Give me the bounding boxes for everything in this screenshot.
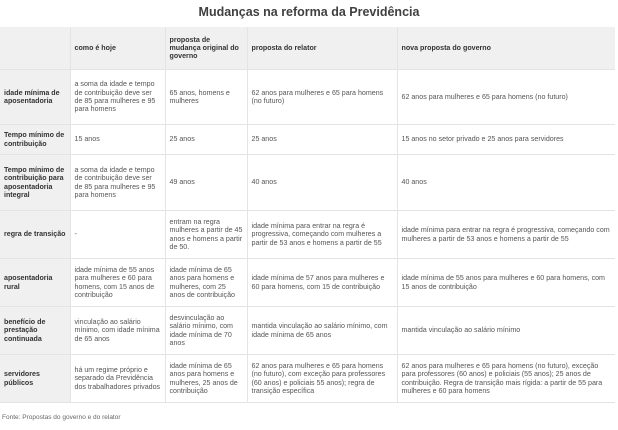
table-cell: 62 anos para mulheres e 65 para homens (no futuro) — [247, 70, 397, 125]
header-current: como é hoje — [70, 27, 165, 70]
table-cell: idade mínima de 65 anos para homens e mulheres, com 25 anos de contribuição — [165, 259, 247, 307]
row-label: benefício de prestação continuada — [0, 307, 70, 355]
table-row — [0, 355, 615, 403]
table-cell: 15 anos no setor privado e 25 anos para servidores — [397, 125, 615, 155]
table-row — [0, 259, 615, 307]
header-corner — [0, 27, 70, 70]
table-row — [0, 70, 615, 125]
table-cell: idade mínima de 55 anos para mulheres e 60 para homens, com 15 anos de contribuição — [397, 259, 615, 307]
table-cell: 49 anos — [165, 155, 247, 211]
table-cell: idade mínima de 65 anos para homens e mulheres, 25 anos de contribuição — [165, 355, 247, 403]
header-row — [0, 27, 615, 70]
row-label: Tempo mínimo de contribuição para aposentadoria integral — [0, 155, 70, 211]
table-cell: mantida vinculação ao salário mínimo — [397, 307, 615, 355]
table-cell: 25 anos — [165, 125, 247, 155]
table-cell: entram na regra mulheres a partir de 45 anos e homens a partir de 50. — [165, 211, 247, 259]
header-new-proposal: nova proposta do governo — [397, 27, 615, 70]
table-cell: mantida vinculação ao salário mínimo, com idade mínima de 65 anos — [247, 307, 397, 355]
table-cell: 62 anos para mulheres e 65 para homens (no futuro), exceção para professores (60 anos) e policiais (55 anos); 25 anos de contribuição. Regra de transição mais rígida: a partir de 55 para mulheres e 60 para homens — [397, 355, 615, 403]
table-cell: 62 anos para mulheres e 65 para homens (no futuro) — [397, 70, 615, 125]
row-label: idade mínima de aposentadoria — [0, 70, 70, 125]
table-cell: idade mínima para entrar na regra é progressiva, começando com mulheres a partir de 53 anos e homens a partir de 55 — [247, 211, 397, 259]
header-rapporteur-proposal: proposta do relator — [247, 27, 397, 70]
table-cell: 15 anos — [70, 125, 165, 155]
table-cell: desvinculação ao salário mínimo, com idade mínima de 70 anos — [165, 307, 247, 355]
table-row — [0, 211, 615, 259]
row-label: servidores públicos — [0, 355, 70, 403]
table-cell: vinculação ao salário mínimo, com idade mínima de 65 anos — [70, 307, 165, 355]
table-row — [0, 155, 615, 211]
table-cell: idade mínima de 57 anos para mulheres e 60 para homens, com 15 de contribuição — [247, 259, 397, 307]
table-cell: 62 anos para mulheres e 65 para homens (no futuro), com exceção para professores (60 anos) e policiais 55 anos); regra de transição específica — [247, 355, 397, 403]
table-cell: há um regime próprio e separado da Previdência dos trabalhadores privados — [70, 355, 165, 403]
table-cell: 65 anos, homens e mulheres — [165, 70, 247, 125]
page-title: Mudanças na reforma da Previdência — [198, 5, 420, 19]
source-note: Fonte: Propostas do governo e do relator — [2, 414, 121, 421]
table-cell: - — [70, 211, 165, 259]
table-cell: idade mínima para entrar na regra é progressiva, começando com mulheres a partir de 53 anos e homens a partir de 55 — [397, 211, 615, 259]
table-cell: 25 anos — [247, 125, 397, 155]
table-row — [0, 125, 615, 155]
comparison-table — [0, 27, 615, 403]
header-original-proposal: proposta de mudança original do governo — [165, 27, 247, 70]
row-label: Tempo mínimo de contribuição — [0, 125, 70, 155]
table-row — [0, 307, 615, 355]
table-cell: a soma da idade e tempo de contribuição deve ser de 85 para mulheres e 95 para homens — [70, 155, 165, 211]
table-cell: a soma da idade e tempo de contribuição deve ser de 85 para mulheres e 95 para homens — [70, 70, 165, 125]
row-label: aposentadoria rural — [0, 259, 70, 307]
table-cell: 40 anos — [247, 155, 397, 211]
table-cell: 40 anos — [397, 155, 615, 211]
row-label: regra de transição — [0, 211, 70, 259]
table-cell: idade mínima de 55 anos para mulheres e 60 para homens, com 15 anos de contribuição — [70, 259, 165, 307]
